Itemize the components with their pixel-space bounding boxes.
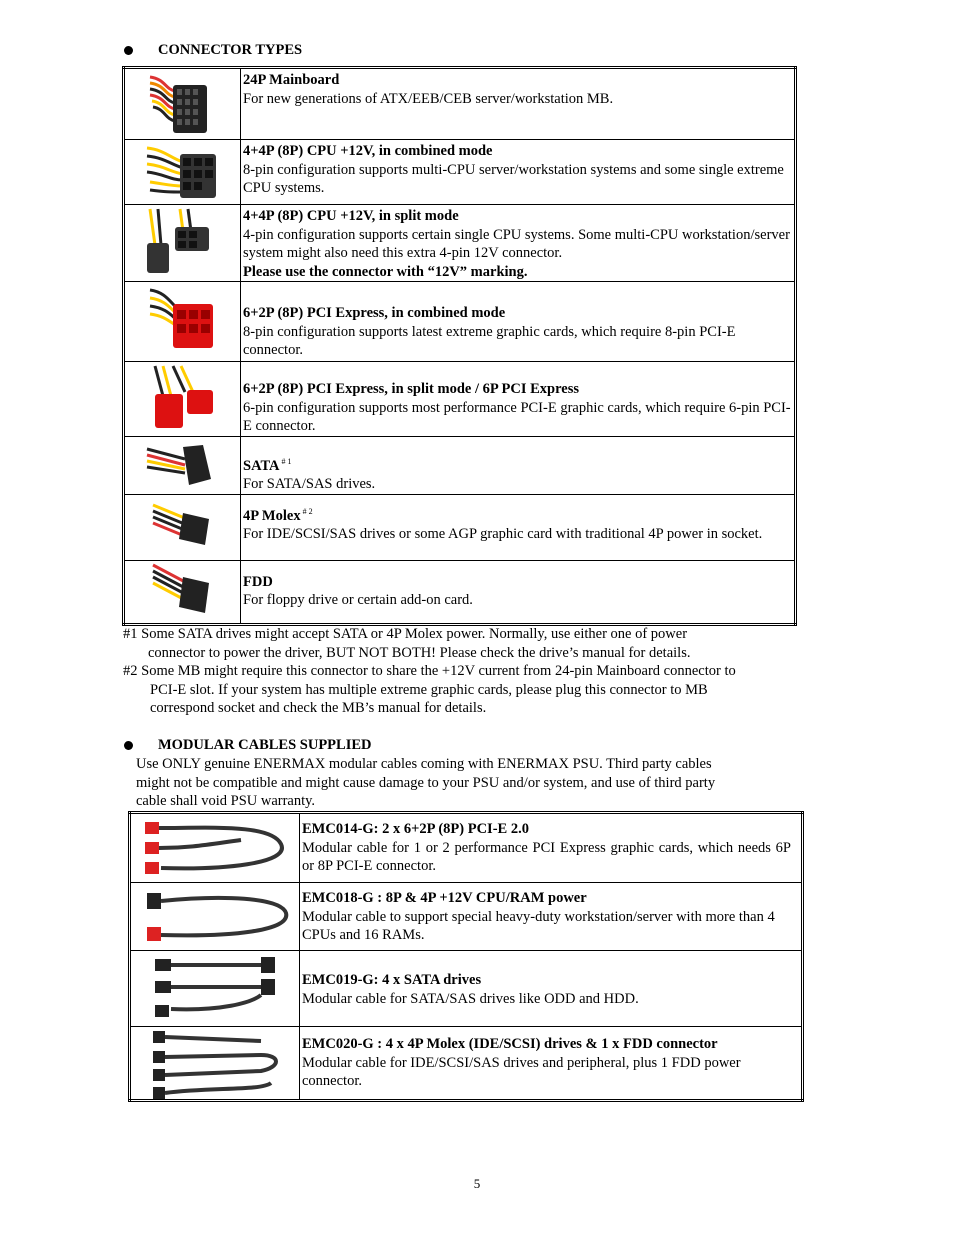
connector-image-cell (124, 560, 241, 624)
connector-text-cell (241, 68, 796, 140)
modular-intro (136, 755, 816, 811)
footnote-marker: # 2 (302, 506, 313, 516)
bullet-icon (124, 46, 133, 55)
connector-desc: For IDE/SCSI/SAS drives or some AGP graphic card with traditional 4P power in socket. (243, 526, 763, 542)
table-row (130, 883, 803, 951)
connector-types-heading (124, 42, 302, 59)
table-row (124, 205, 796, 282)
connector-table (122, 66, 797, 626)
table-row (124, 560, 796, 624)
connector-desc: For SATA/SAS drives. (243, 476, 376, 492)
connector-desc: 4-pin configuration supports certain single CPU systems. Some multi-CPU workstation/server system might also need this extra 4-pin 12V connector. (243, 226, 790, 261)
connector-title: 4+4P (8P) CPU +12V, in combined mode (243, 143, 493, 159)
cpu-modular-cable-icon (131, 883, 299, 951)
footnote-2-line3: correspond socket and check the MB’s manual for details. (150, 700, 487, 716)
connector-text-cell (241, 140, 796, 205)
connector-text-cell (241, 205, 796, 282)
footnote-2 (123, 662, 823, 718)
connector-note: Please use the connector with “12V” marking. (243, 263, 528, 280)
pcie-8pin-connector-icon (125, 282, 240, 362)
table-row (130, 1027, 803, 1101)
connector-title: FDD (243, 573, 273, 590)
connector-title: 24P Mainboard (243, 72, 340, 88)
cable-image-cell (130, 883, 300, 951)
intro-line: cable shall void PSU warranty. (136, 793, 316, 809)
connector-title: 4+4P (8P) CPU +12V, in split mode (243, 208, 459, 224)
connector-image-cell (124, 494, 241, 560)
cable-title: EMC014-G: 2 x 6+2P (8P) PCI-E 2.0 (302, 821, 529, 837)
cable-title: EMC019-G: 4 x SATA drives (302, 972, 482, 988)
intro-line: might not be compatible and might cause damage to your PSU and/or system, and use of third party (136, 774, 716, 791)
connector-text-cell (241, 560, 796, 624)
table-row (124, 282, 796, 362)
4pin-cpu-connector-icon (125, 205, 240, 280)
connector-desc: 8-pin configuration supports latest extreme graphic cards, which require 8-pin PCI-E connector. (243, 323, 736, 358)
cable-text-cell (300, 813, 803, 883)
table-row (124, 140, 796, 205)
intro-line: Use ONLY genuine ENERMAX modular cables coming with ENERMAX PSU. Third party cables (136, 756, 712, 772)
pcie-modular-cable-icon (131, 814, 299, 884)
connector-title: 4P Molex (243, 507, 301, 524)
connector-text-cell (241, 494, 796, 560)
table-row (124, 362, 796, 437)
cable-title: EMC018-G : 8P & 4P +12V CPU/RAM power (302, 890, 587, 906)
sata-connector-icon (125, 437, 240, 495)
table-row (124, 494, 796, 560)
connector-desc: For floppy drive or certain add-on card. (243, 592, 473, 608)
connector-title: 6+2P (8P) PCI Express, in combined mode (243, 305, 506, 321)
cable-text-cell (300, 951, 803, 1027)
connector-image-cell (124, 282, 241, 362)
modular-cable-table (128, 811, 804, 1102)
pcie-6pin-connector-icon (125, 362, 240, 436)
heading-text: MODULAR CABLES SUPPLIED (158, 737, 372, 753)
connector-image-cell (124, 362, 241, 437)
cable-desc: Modular cable for 1 or 2 performance PCI Express graphic cards, which needs 6P or 8P PCI-E connector. (302, 839, 791, 874)
molex-connector-icon (125, 495, 240, 561)
connector-title: 6+2P (8P) PCI Express, in split mode / 6P PCI Express (243, 381, 580, 397)
cable-text-cell (300, 883, 803, 951)
connector-image-cell (124, 68, 241, 140)
heading-text: CONNECTOR TYPES (158, 42, 303, 58)
cable-desc: Modular cable for IDE/SCSI/SAS drives and peripheral, plus 1 FDD power connector. (302, 1054, 741, 1089)
connector-image-cell (124, 140, 241, 205)
cable-title: EMC020-G : 4 x 4P Molex (IDE/SCSI) drives & 1 x FDD connector (302, 1036, 718, 1052)
connector-image-cell (124, 205, 241, 282)
connector-desc: For new generations of ATX/EEB/CEB server/workstation MB. (243, 90, 614, 107)
8pin-cpu-connector-icon (125, 140, 240, 205)
cable-image-cell (130, 1027, 300, 1101)
connector-image-cell (124, 436, 241, 494)
table-row (130, 813, 803, 883)
molex-modular-cable-icon (131, 1027, 299, 1101)
fdd-connector-icon (125, 561, 240, 625)
table-row (124, 68, 796, 140)
cable-image-cell (130, 813, 300, 883)
cable-image-cell (130, 951, 300, 1027)
footnote-1-line1: #1 Some SATA drives might accept SATA or 4P Molex power. Normally, use either one of power (123, 626, 688, 642)
24pin-connector-icon (125, 69, 240, 141)
footnote-2-line2: PCI-E slot. If your system has multiple extreme graphic cards, please plug this connector to MB (150, 681, 708, 698)
cable-desc: Modular cable to support special heavy-duty workstation/server with more than 4 CPUs and 16 RAMs. (302, 908, 775, 943)
bullet-icon (124, 741, 133, 750)
cable-desc: Modular cable for SATA/SAS drives like ODD and HDD. (302, 990, 639, 1007)
connector-text-cell (241, 362, 796, 437)
connector-desc: 8-pin configuration supports multi-CPU server/workstation systems and some single extreme CPU systems. (243, 161, 784, 196)
connector-title: SATA (243, 457, 280, 474)
connector-text-cell (241, 282, 796, 362)
sata-modular-cable-icon (131, 951, 299, 1027)
footnote-1 (123, 625, 813, 662)
footnote-marker: # 1 (281, 456, 292, 466)
modular-cables-heading (124, 737, 372, 754)
connector-desc: 6-pin configuration supports most performance PCI-E graphic cards, which require 6-pin PCI-E connector. (243, 399, 791, 434)
footnote-1-line2: connector to power the driver, BUT NOT BOTH! Please check the drive’s manual for details. (148, 644, 691, 661)
connector-text-cell (241, 436, 796, 494)
footnote-2-line1: #2 Some MB might require this connector to share the +12V current from 24-pin Mainboard connector to (123, 663, 736, 679)
table-row (130, 951, 803, 1027)
table-row (124, 436, 796, 494)
page-number: 5 (473, 1176, 481, 1191)
cable-text-cell (300, 1027, 803, 1101)
